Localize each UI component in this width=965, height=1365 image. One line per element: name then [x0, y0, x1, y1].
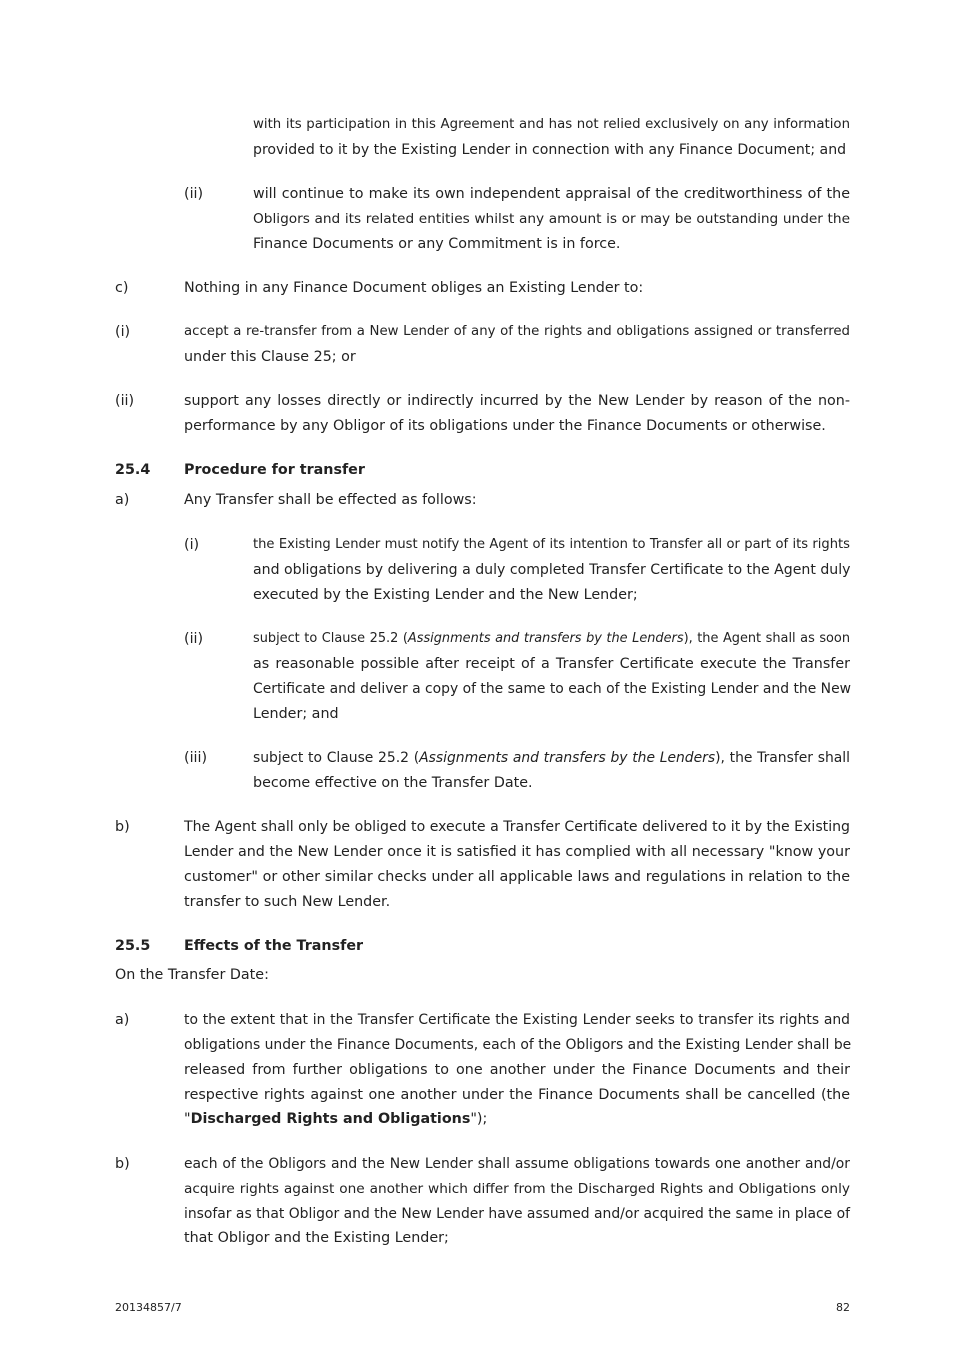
section-title: Effects of the Transfer: [184, 938, 364, 954]
text-line: The Agent shall only be obliged to execute a Transfer Certificate delivered to it by the Existing: [184, 819, 850, 835]
text-fragment: ), the Agent shall as soon: [683, 631, 850, 646]
item-number: b): [115, 819, 130, 835]
text-line: [253, 631, 850, 646]
item-number: a): [115, 1012, 130, 1028]
text-line: support any losses directly or indirectly incurred by the New Lender by reason of the non-: [184, 393, 850, 409]
text-line: Nothing in any Finance Document obliges an Existing Lender to:: [184, 280, 644, 296]
text-fragment: ), the Transfer shall: [715, 750, 850, 766]
text-fragment: subject to Clause 25.2 (: [253, 750, 420, 766]
item-number: (ii): [184, 186, 204, 202]
document-reference: 20134857/7: [115, 1301, 182, 1314]
text-line: each of the Obligors and the New Lender shall assume obligations towards one another and/or: [184, 1156, 850, 1172]
page-number: 82: [836, 1301, 850, 1314]
text-line: as reasonable possible after receipt of a Transfer Certificate execute the Transfer: [253, 656, 850, 672]
text-line: under this Clause 25; or: [184, 349, 356, 365]
text-line: accept a re-transfer from a New Lender of any of the rights and obligations assigned or transferred: [184, 324, 850, 339]
item-number: b): [115, 1156, 130, 1172]
item-number: (i): [184, 537, 200, 553]
text-line: the Existing Lender must notify the Agent of its intention to Transfer all or part of its rights: [253, 537, 850, 552]
item-number: (i): [115, 324, 131, 340]
text-line: and obligations by delivering a duly completed Transfer Certificate to the Agent duly: [253, 562, 851, 578]
text-line: Lender; and: [253, 706, 339, 722]
item-number: (iii): [184, 750, 208, 766]
item-number: (ii): [184, 631, 204, 647]
text-line: Obligors and its related entities whilst any amount is or may be outstanding under the: [253, 211, 850, 227]
text-fragment: subject to Clause 25.2 (: [253, 631, 408, 646]
section-title: Procedure for transfer: [184, 462, 365, 478]
text-line: transfer to such New Lender.: [184, 894, 391, 910]
text-line: that Obligor and the Existing Lender;: [184, 1230, 449, 1246]
italic-title: Assignments and transfers by the Lenders: [407, 631, 684, 646]
item-number: a): [115, 492, 130, 508]
text-line: [184, 1111, 487, 1127]
section-number: 25.5: [115, 938, 151, 954]
text-line: become effective on the Transfer Date.: [253, 775, 533, 791]
section-intro: On the Transfer Date:: [115, 967, 269, 983]
text-line: to the extent that in the Transfer Certificate the Existing Lender seeks to transfer its rights and: [184, 1012, 850, 1028]
text-line: customer" or other similar checks under all applicable laws and regulations in relation to the: [184, 869, 850, 885]
text-line: performance by any Obligor of its obligations under the Finance Documents or otherwise.: [184, 418, 826, 434]
section-number: 25.4: [115, 462, 151, 478]
text-line: acquire rights against one another which differ from the Discharged Rights and Obligations only: [184, 1181, 850, 1197]
item-number: (ii): [115, 393, 135, 409]
text-line: insofar as that Obligor and the New Lender have assumed and/or acquired the same in place of: [184, 1206, 850, 1222]
text-line: will continue to make its own independent appraisal of the creditworthiness of the: [253, 186, 850, 202]
text-line: respective rights against one another under the Finance Documents shall be cancelled (the: [184, 1087, 850, 1103]
text-line: provided to it by the Existing Lender in connection with any Finance Document; and: [253, 142, 847, 158]
text-fragment: ": [184, 1111, 191, 1127]
text-line: obligations under the Finance Documents, each of the Obligors and the Existing Lender shall be: [184, 1037, 852, 1053]
text-fragment: ");: [470, 1111, 488, 1127]
text-line: Lender and the New Lender once it is satisfied it has complied with all necessary "know your: [184, 844, 850, 860]
defined-term: Discharged Rights and Obligations: [190, 1111, 471, 1127]
text-line: Certificate and deliver a copy of the same to each of the Existing Lender and the New: [253, 681, 851, 697]
text-line: Any Transfer shall be effected as follows:: [184, 492, 477, 508]
text-line: executed by the Existing Lender and the New Lender;: [253, 587, 638, 603]
item-number: c): [115, 280, 129, 296]
text-line: [253, 750, 850, 766]
italic-title: Assignments and transfers by the Lenders: [419, 750, 716, 766]
text-line: with its participation in this Agreement and has not relied exclusively on any information: [253, 117, 850, 132]
text-line: Finance Documents or any Commitment is in force.: [253, 236, 621, 252]
text-line: released from further obligations to one another under the Finance Documents and their: [184, 1062, 850, 1078]
